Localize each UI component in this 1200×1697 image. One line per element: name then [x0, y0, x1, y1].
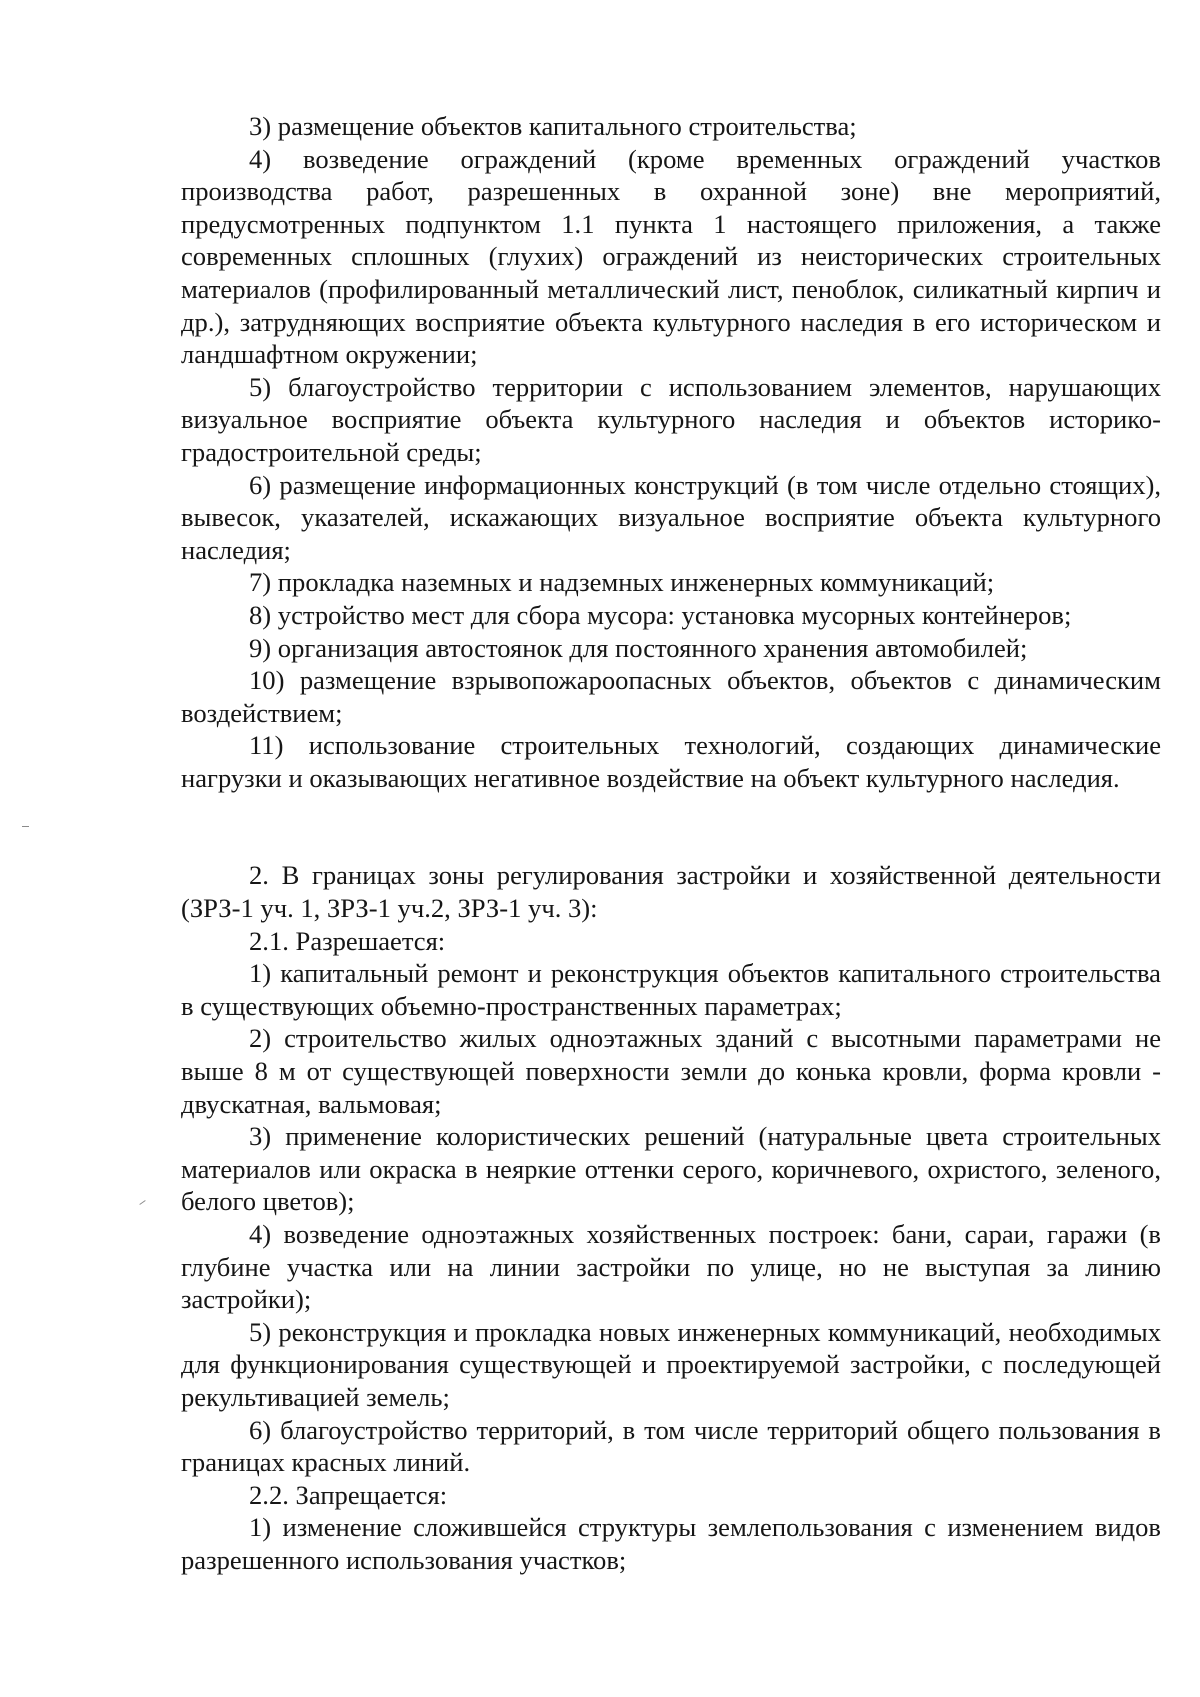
- list-item-9: 9) организация автостоянок для постоянного хранения автомобилей;: [249, 632, 1028, 663]
- prohibited-item-1: 1) изменение сложившейся структуры землепользования с изменением видов разрешенного использования участков;: [181, 1512, 1161, 1575]
- list-item-6: 6) размещение информационных конструкций (в том числе отдельно стоящих), вывесок, указателей, искажающих визуальное восприятие объекта культурного наследия;: [181, 469, 1161, 565]
- allowed-item-2: 2) строительство жилых одноэтажных зданий с высотными параметрами не выше 8 м от существующей поверхности земли до конька кровли, форма кровли - двускатная, вальмовая;: [181, 1023, 1161, 1119]
- list-item-8: 8) устройство мест для сбора мусора: установка мусорных контейнеров;: [249, 599, 1072, 630]
- list-item-3: 3) размещение объектов капитального строительства;: [249, 111, 857, 141]
- list-item-4: 4) возведение ограждений (кроме временных ограждений участков производства работ, разрешенных в охранной зоне) вне мероприятий, предусмотренных подпунктом 1.1 пункта 1 настоящего приложения, а также современных сплошных (глухих) ограждений из неисторических строительных материалов (профилированный металлический лист, пеноблок, силикатный кирпич и др.), затрудняющих восприятие объекта культурного наследия в его историческом и ландшафтном окружении;: [181, 143, 1161, 370]
- allowed-item-5: 5) реконструкция и прокладка новых инженерных коммуникаций, необходимых для функционирования существующей и проектируемой застройки, с последующей рекультивацией земель;: [181, 1316, 1161, 1412]
- list-item-11: 11) использование строительных технологий, создающих динамические нагрузки и оказывающих негативное воздействие на объект культурного наследия.: [181, 730, 1161, 793]
- list-item-10: 10) размещение взрывопожароопасных объектов, объектов с динамическим воздействием;: [181, 665, 1161, 728]
- section-2-heading: 2. В границах зоны регулирования застройки и хозяйственной деятельности (ЗРЗ-1 уч. 1, ЗРЗ-1 уч.2, ЗРЗ-1 уч. 3):: [181, 860, 1161, 924]
- allowed-item-4: 4) возведение одноэтажных хозяйственных построек: бани, сараи, гаражи (в глубине участка или на линии застройки по улице, но не выступая за линию застройки);: [181, 1219, 1161, 1315]
- section-spacer: [181, 794, 1161, 859]
- allowed-item-6: 6) благоустройство территорий, в том числе территорий общего пользования в границах красных линий.: [181, 1414, 1161, 1478]
- allowed-item-1: 1) капитальный ремонт и реконструкция объектов капитального строительства в существующих объемно-пространственных параметрах;: [181, 958, 1161, 1021]
- list-item-5: 5) благоустройство территории с использованием элементов, нарушающих визуальное восприятие объекта культурного наследия и объектов историко-градостроительной среды;: [181, 371, 1161, 467]
- subsection-2-2-heading: 2.2. Запрещается:: [249, 1479, 448, 1510]
- scan-mark: [139, 1200, 145, 1205]
- allowed-item-3: 3) применение колористических решений (натуральные цвета строительных материалов или окраска в неяркие оттенки серого, коричневого, охристого, зеленого, белого цветов);: [181, 1121, 1161, 1217]
- scan-mark: [22, 826, 29, 827]
- document-body: [181, 110, 1161, 1577]
- list-item-7: 7) прокладка наземных и надземных инженерных коммуникаций;: [249, 567, 995, 598]
- subsection-2-1-heading: 2.1. Разрешается:: [249, 925, 446, 956]
